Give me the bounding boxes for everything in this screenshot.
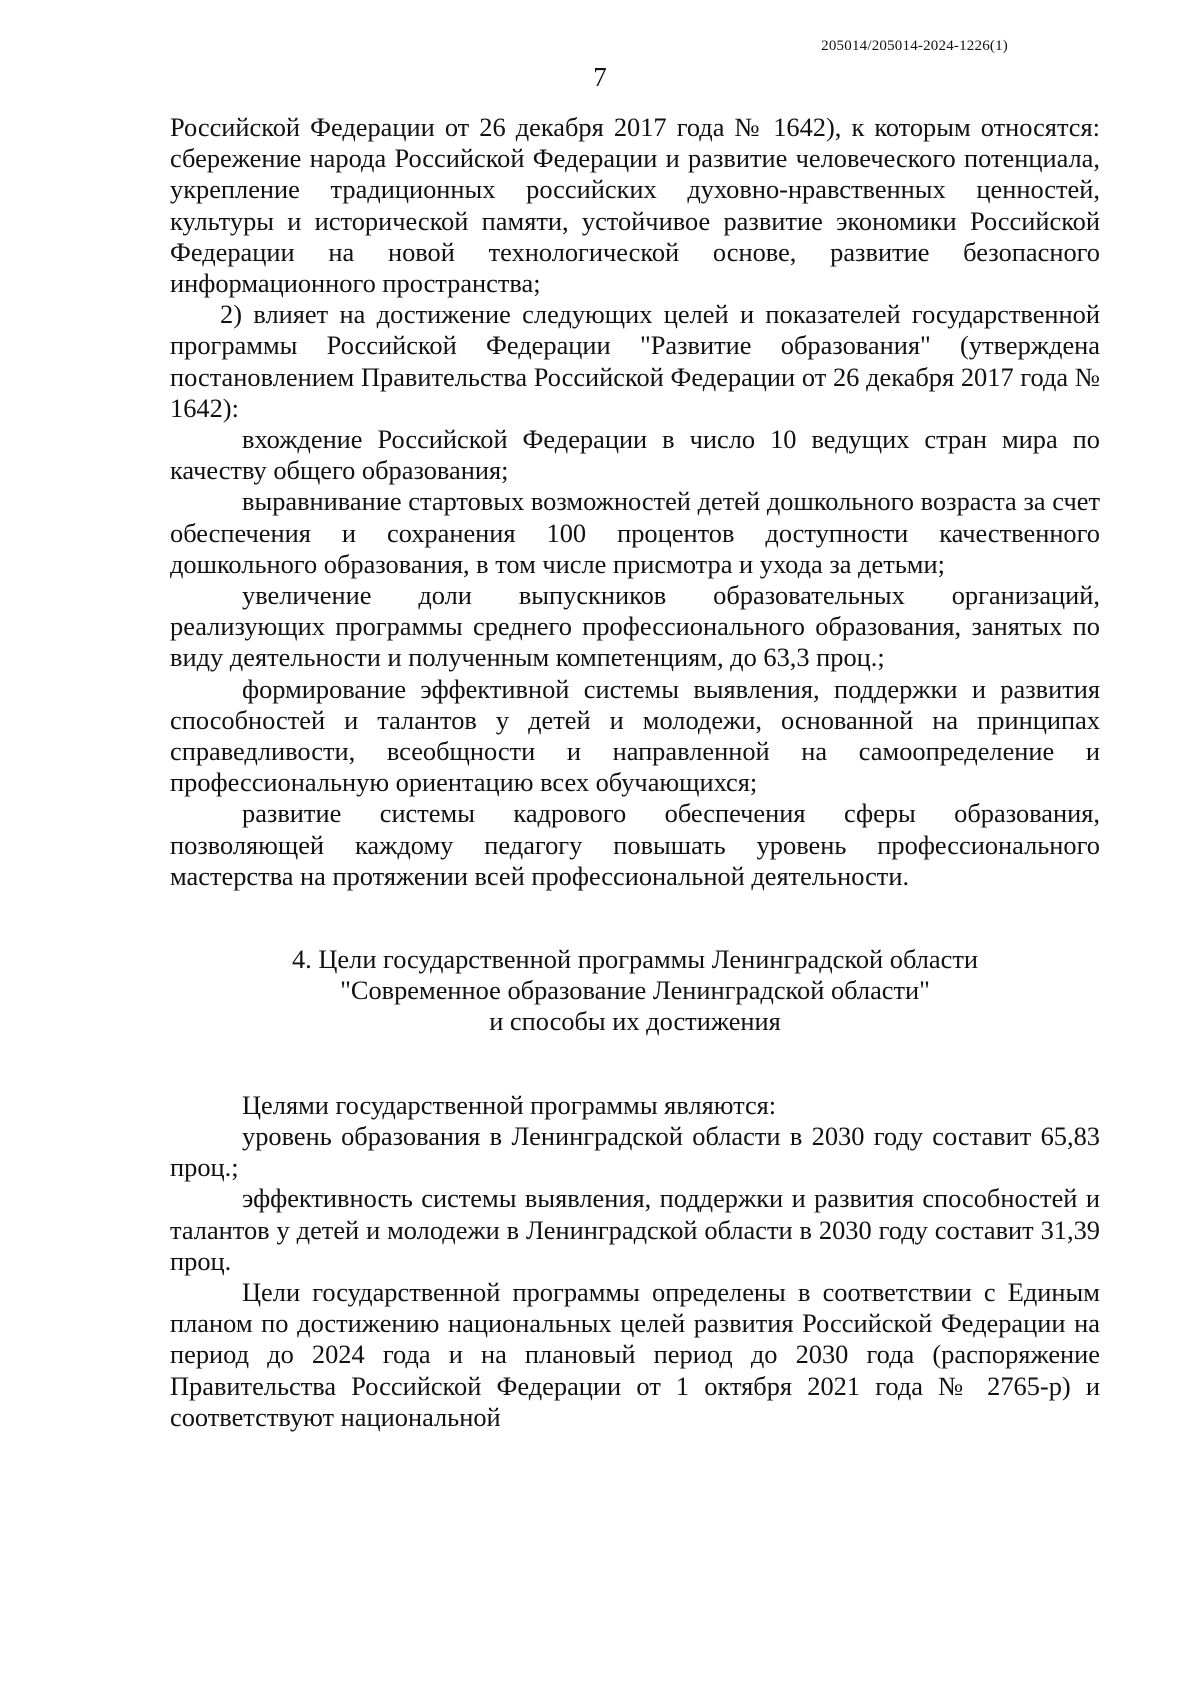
paragraph: вхождение Российской Федерации в число 10 ведущих стран мира по качеству общего образования; (170, 424, 1100, 486)
paragraph: формирование эффективной системы выявления, поддержки и развития способностей и талантов у детей и молодежи, основанной на принципах справедливости, всеобщности и направленной на самоопределение и профессиональную ориентацию всех обучающихся; (170, 673, 1100, 798)
paragraph: Целями государственной программы являются: (242, 1089, 777, 1120)
paragraphs-after-heading (170, 1090, 1100, 1433)
paragraphs-before-heading (170, 112, 1100, 892)
paragraph: выравнивание стартовых возможностей детей дошкольного возраста за счет обеспечения и сохранения 100 процентов доступности качественного дошкольного образования, в том числе присмотра и ухода за детьми; (170, 486, 1100, 579)
page-number: 7 (593, 62, 607, 92)
paragraph: Цели государственной программы определены в соответствии с Единым планом по достижению национальных целей развития Российской Федерации на период до 2024 года и на плановый период до 2030 года (распоряжение Правительства Российской Федерации от 1 октября 2021 года № 2765-р) и соответствуют национальной (170, 1276, 1100, 1432)
section-heading-line-3: и способы их достижения (489, 1006, 781, 1037)
paragraph: развитие системы кадрового обеспечения сферы образования, позволяющей каждому педагогу повышать уровень профессионального мастерства на протяжении всей профессиональной деятельности. (170, 798, 1100, 891)
section-heading-line-2: "Современное образование Ленинградской области" (340, 975, 930, 1006)
document-body (170, 112, 1100, 1433)
document-registration-number: 205014/205014-2024-1226(1) (821, 38, 1008, 54)
paragraph: увеличение доли выпускников образовательных организаций, реализующих программы среднего профессионального образования, занятых по виду деятельности и полученным компетенциям, до 63,3 проц.; (170, 580, 1100, 673)
paragraph: Российской Федерации от 26 декабря 2017 года № 1642), к которым относятся: сбережение народа Российской Федерации и развитие человеческого потенциала, укрепление традиционных российских духовно-нравственных ценностей, культуры и исторической памяти, устойчивое развитие экономики Российской Федерации на новой технологической основе, развитие безопасного информационного пространства; (170, 112, 1100, 299)
paragraph: уровень образования в Ленинградской области в 2030 году составит 65,83 проц.; (170, 1120, 1100, 1183)
paragraph: эффективность системы выявления, поддержки и развития способностей и талантов у детей и молодежи в Ленинградской области в 2030 году составит 31,39 проц. (170, 1183, 1100, 1276)
paragraph: 2) влияет на достижение следующих целей и показателей государственной программы Российской Федерации "Развитие образования" (утверждена постановлением Правительства Российской Федерации от 26 декабря 2017 года № 1642): (170, 299, 1100, 423)
section-heading-line-1: 4. Цели государственной программы Ленинградской области (291, 944, 978, 975)
section-heading (170, 944, 1100, 1038)
